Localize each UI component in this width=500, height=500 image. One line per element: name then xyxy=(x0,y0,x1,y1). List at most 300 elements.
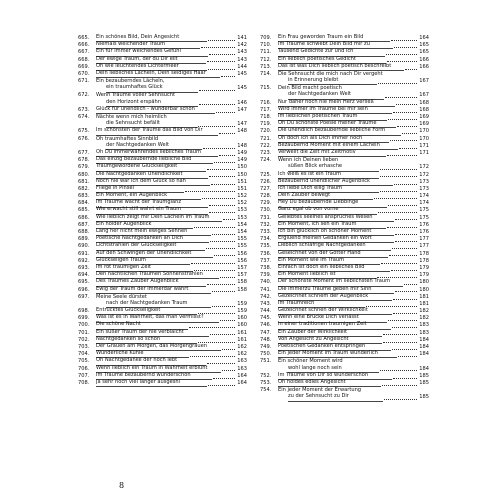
entry-number: 741. xyxy=(260,286,272,293)
entry-number: 669. xyxy=(78,63,90,70)
dot-leader xyxy=(378,83,417,84)
entry-page: 162 xyxy=(237,351,247,358)
entry-page: 148 xyxy=(237,128,248,135)
entry-page: 184 xyxy=(419,351,429,358)
dot-leader xyxy=(220,320,235,321)
entry-title: Ein schöner Moment wird xyxy=(278,358,343,365)
index-entry-line xyxy=(260,150,429,157)
dot-leader xyxy=(394,184,417,185)
entry-number: 689. xyxy=(78,236,90,243)
index-entry xyxy=(78,380,247,387)
entry-number: 686. xyxy=(78,214,90,221)
entry-title: Lieblich schläfrige Nachtgedanken xyxy=(278,242,391,250)
entry-title: Die schöne Nacht xyxy=(96,321,188,329)
entry-page: 169 xyxy=(419,121,429,128)
entry-title: Bezaubernd Moment mit einem Lächeln xyxy=(278,142,398,150)
index-entry-line xyxy=(260,78,429,85)
entry-title: Im rot traumigen Zeit xyxy=(96,264,193,272)
entry-title: Poetische Nachtgedanken an Dich xyxy=(96,235,209,243)
entry-number: 739. xyxy=(260,272,272,279)
entry-title: Wenn ich Deinen lieben xyxy=(278,157,339,164)
entry-title: Oh holdes edles Angesicht xyxy=(278,379,381,387)
entry-title: Glück für unendlich - wunderbar schön xyxy=(96,106,215,114)
entry-number: 685. xyxy=(78,207,90,214)
entry-number: 712. xyxy=(260,56,272,63)
entry-page: 152 xyxy=(237,200,248,207)
entry-page: 152 xyxy=(237,193,247,200)
dot-leader xyxy=(199,90,235,91)
dot-leader xyxy=(222,370,235,371)
entry-number: 749. xyxy=(260,344,272,351)
dot-leader xyxy=(392,248,417,249)
dot-leader xyxy=(219,133,235,134)
entry-number: 695. xyxy=(78,279,90,286)
entry-title: Tausend Gedichte zur und ich xyxy=(278,48,385,56)
entry-title: Wie lieblich zeigt mir Dein Lächeln im Traum xyxy=(96,214,222,222)
dot-leader xyxy=(393,299,417,300)
entry-page: 181 xyxy=(419,300,429,307)
entry-page: 154 xyxy=(237,229,248,236)
entry-title: Ein jeder Moment der Erwartung xyxy=(278,387,362,394)
dot-leader xyxy=(384,399,418,400)
entry-number: 676. xyxy=(78,135,90,142)
entry-page: 164 xyxy=(237,372,248,379)
entry-number: 682. xyxy=(78,185,90,192)
entry-page: 154 xyxy=(237,221,247,228)
entry-title: Niemals weichender Traum xyxy=(96,41,200,49)
entry-title: Von Angesicht zu Angesicht xyxy=(278,336,382,344)
entry-title: ein traumhaftes Glück xyxy=(106,84,198,92)
entry-title: Im Traume bezaubernd wunderschön xyxy=(96,372,212,380)
entry-page: 156 xyxy=(237,257,247,264)
entry-title: Oh Du schönste Poesie meiner Träume xyxy=(278,120,396,128)
entry-title: Geliebtes seelhes ansprüches Wesen xyxy=(278,214,394,222)
entry-title: Lang her nicht mein ewiges Sehnen xyxy=(96,228,211,236)
entry-title: Entrücktes Glückseligkeit xyxy=(96,307,197,315)
entry-number: 731. xyxy=(260,214,272,221)
entry-page: 159 xyxy=(237,308,248,315)
entry-page: 180 xyxy=(419,286,429,293)
index-entry xyxy=(260,358,429,372)
entry-page: 184 xyxy=(419,336,429,343)
dot-leader xyxy=(209,176,235,177)
entry-number: 737. xyxy=(260,257,272,264)
entry-title: Der schönste Moment im lieblichsten Traum xyxy=(278,278,403,286)
entry-title: Ewig der Traum der immerdar währt xyxy=(96,286,211,294)
entry-number: 693. xyxy=(78,264,90,271)
dot-leader xyxy=(221,76,235,77)
entry-page: 158 xyxy=(237,279,247,286)
index-entry-line xyxy=(78,287,247,294)
entry-page: 156 xyxy=(237,250,248,257)
entry-title: Gezeichnet schnem der Augenblick xyxy=(278,293,392,301)
entry-page: 174 xyxy=(419,200,430,207)
index-entry xyxy=(260,387,429,401)
entry-page: 179 xyxy=(419,272,430,279)
entry-number: 699. xyxy=(78,315,90,322)
entry-page: 185 xyxy=(419,379,430,386)
entry-page: 171 xyxy=(419,142,430,149)
entry-title: Meine Seele dürstet xyxy=(96,293,147,300)
entry-page: 163 xyxy=(237,365,248,372)
entry-page: 172 xyxy=(419,164,429,171)
entry-number: 730. xyxy=(260,207,272,214)
dot-leader xyxy=(393,112,417,113)
entry-number: 707. xyxy=(78,372,90,379)
entry-number: 729. xyxy=(260,200,272,207)
dot-leader xyxy=(393,313,417,314)
dot-leader xyxy=(207,61,235,62)
dot-leader xyxy=(219,155,236,156)
entry-title: Die immerzu Träume geben mir Sinn xyxy=(278,286,394,294)
entry-title: wohl lange noch sein xyxy=(288,365,379,373)
dot-leader xyxy=(394,47,417,48)
dot-leader xyxy=(391,270,417,271)
entry-page: 182 xyxy=(419,315,430,322)
entry-number: 697. xyxy=(78,293,90,300)
dot-leader xyxy=(209,54,236,55)
entry-number: 701. xyxy=(78,329,90,336)
entry-number: 740. xyxy=(260,279,272,286)
entry-title: süßen Blick erhasche xyxy=(288,163,379,171)
dot-leader xyxy=(395,234,417,235)
entry-number: 725. xyxy=(260,171,272,178)
entry-title: Wenn lieblich ein Traum in Wahrheit erblüht xyxy=(96,365,221,373)
entry-title: der Nachtgedanken Welt xyxy=(288,91,384,99)
entry-title: Glückseligen Traum xyxy=(96,257,190,265)
entry-number: 715. xyxy=(260,85,272,92)
dot-leader xyxy=(399,148,417,149)
entry-page: 178 xyxy=(419,250,429,257)
entry-title: Die unendlich bezaubernde liebliche Form xyxy=(278,127,401,135)
entry-page: 176 xyxy=(419,229,430,236)
entry-number: 733. xyxy=(260,229,272,236)
entry-page: 176 xyxy=(419,221,429,228)
entry-page: 147 xyxy=(237,121,248,128)
entry-number: 723. xyxy=(260,149,272,156)
index-entry xyxy=(260,85,429,99)
dot-leader xyxy=(207,284,235,285)
entry-page: 170 xyxy=(419,128,430,135)
entry-page: 174 xyxy=(419,193,429,200)
dot-leader xyxy=(209,205,236,206)
entry-title: Der Grauen am Morgen, das Morgengrauen xyxy=(96,343,221,351)
entry-title: der Nachtgedanken Welt xyxy=(106,142,202,150)
entry-number: 672. xyxy=(78,92,90,99)
entry-number: 677. xyxy=(78,149,90,156)
entry-number: 683. xyxy=(78,193,90,200)
entry-title: Ein Moment wie im Traum xyxy=(278,257,380,265)
entry-title: Die Nachtgedanken Unendlichkeit xyxy=(96,171,208,179)
dot-leader xyxy=(222,349,236,350)
entry-page: 184 xyxy=(419,365,429,372)
dot-leader xyxy=(392,327,417,328)
entry-number: 698. xyxy=(78,308,90,315)
entry-number: 679. xyxy=(78,164,90,171)
entry-number: 692. xyxy=(78,257,90,264)
entry-page: 153 xyxy=(237,214,248,221)
entry-title: Im lieblichen poetischen Traum xyxy=(278,113,387,121)
entry-number: 734. xyxy=(260,236,272,243)
dot-leader xyxy=(386,54,417,55)
index-entry-line xyxy=(78,128,247,135)
index-entry-line xyxy=(78,71,247,78)
entry-title: Den nächtlichen Träumen Sonnenstrahlen xyxy=(96,271,219,279)
entry-number: 700. xyxy=(78,322,90,329)
entry-page: 157 xyxy=(237,264,248,271)
entry-title: Wird immer im Traume bei mir sein xyxy=(278,106,392,114)
entry-title: Wenn eine Brücke Dich verlässt xyxy=(278,314,387,322)
dot-leader xyxy=(382,385,417,386)
entry-number: 746. xyxy=(260,322,272,329)
entry-title: Einfach ist doch ein liebliches Bild xyxy=(278,264,390,272)
entry-number: 667. xyxy=(78,49,90,56)
entry-title: Ein Frau geworden Traum ein Bild xyxy=(278,34,390,42)
entry-title: nach der Nachtgedanken Traum xyxy=(106,300,211,308)
entry-title: Was ist es in Wahrheit, das man vermisst? xyxy=(96,314,219,322)
entry-page: 173 xyxy=(419,185,430,192)
index-column-right xyxy=(260,35,429,402)
dot-leader xyxy=(396,104,417,105)
entry-number: 748. xyxy=(260,336,272,343)
dot-leader xyxy=(395,291,417,292)
entry-title: Ich bin glücklich oh schöner Moment xyxy=(278,228,394,236)
entry-title: Nachtgedanken so schön xyxy=(96,336,197,344)
entry-page: 177 xyxy=(419,243,430,250)
entry-page: 155 xyxy=(237,243,247,250)
entry-number: 709. xyxy=(260,34,272,41)
entry-number: 706. xyxy=(78,365,90,372)
entry-number: 720. xyxy=(260,128,272,135)
entry-page: 164 xyxy=(237,379,247,386)
entry-title: Wenn Träume voller Sehnsucht xyxy=(96,92,176,99)
entry-title: Oh traumhaftes Sinnbild xyxy=(96,135,159,142)
entry-number: 670. xyxy=(78,70,90,77)
entry-page: 177 xyxy=(419,236,429,243)
entry-title: Das einzig bezaubernde liebliche Bild xyxy=(96,156,213,164)
entry-page: 141 xyxy=(237,34,248,41)
entry-title: Ein schönes Bild, Dein Angesicht xyxy=(96,34,207,42)
entry-number: 688. xyxy=(78,229,90,236)
entry-title: Nächte wenn mich heimlich xyxy=(96,114,167,121)
entry-title: Im schönsten der Träume das Bild von Dir xyxy=(96,127,218,135)
index-entry xyxy=(78,93,247,107)
entry-title: Verweilt die Zeit mit Zeitmotiv xyxy=(278,149,386,157)
dot-leader xyxy=(380,169,417,170)
dot-leader xyxy=(210,334,235,335)
entry-title: Wie erwacht still wahrt ein Traum xyxy=(96,206,208,214)
index-column-left xyxy=(78,35,247,387)
entry-page: 149 xyxy=(237,157,247,164)
index-entry xyxy=(78,78,247,92)
entry-title: Ein Moment, ein Augenblick xyxy=(96,192,201,200)
entry-page: 171 xyxy=(419,149,430,156)
entry-page: 175 xyxy=(419,207,430,214)
entry-page: 144 xyxy=(237,63,248,70)
entry-number: 726. xyxy=(260,178,272,185)
entry-page: 146 xyxy=(237,99,248,106)
entry-title: Die Sehnsucht die mich nach Dir vergeht xyxy=(278,70,383,77)
entry-title: Dein Zauber bewegt xyxy=(278,192,373,200)
entry-number: 694. xyxy=(78,272,90,279)
entry-title: Hey Du bezaubernde Liebbinge xyxy=(278,199,387,207)
entry-title: Erglüend meinen Gedanken ein Wort xyxy=(278,235,394,243)
entry-title: Im Traume schwebt Dein Bild mir zu xyxy=(278,41,393,49)
entry-title: Poetischen Gedanken entspringen xyxy=(278,343,391,351)
entry-title: Ja sehr noch viel länger ausgeshi xyxy=(96,379,207,387)
dot-leader xyxy=(404,284,417,285)
entry-title: Ein Zauber der Wirklichkeit xyxy=(278,329,382,337)
entry-page: 163 xyxy=(237,358,247,365)
entry-number: 713. xyxy=(260,63,272,70)
entry-page: 164 xyxy=(419,34,429,41)
entry-page: 182 xyxy=(419,308,430,315)
entry-number: 687. xyxy=(78,221,90,228)
entry-page: 178 xyxy=(419,257,429,264)
entry-number: 735. xyxy=(260,243,272,250)
entry-number: 673. xyxy=(78,106,90,113)
index-entry-line xyxy=(260,64,429,71)
dot-leader xyxy=(214,162,235,163)
entry-number: 678. xyxy=(78,157,90,164)
entry-page: 167 xyxy=(419,78,429,85)
entry-page: 143 xyxy=(237,49,248,56)
entry-page: 173 xyxy=(419,178,430,185)
entry-title: Geseichnet von der Götter Hand xyxy=(278,250,388,258)
entry-title: Ein bezauberndes Lächeln, xyxy=(96,78,165,85)
entry-page: 185 xyxy=(419,372,429,379)
entry-page: 180 xyxy=(419,279,429,286)
entry-number: 747. xyxy=(260,329,272,336)
entry-page: 147 xyxy=(237,106,248,113)
dot-leader xyxy=(405,69,418,70)
entry-title: die Sehnsucht befällt xyxy=(106,120,197,128)
dot-leader xyxy=(388,205,417,206)
entry-number: 736. xyxy=(260,250,272,257)
entry-title: Nur daher noch nie mein Herz verließ xyxy=(278,99,395,107)
entry-page: 179 xyxy=(419,264,430,271)
entry-page: 166 xyxy=(419,56,430,63)
dot-leader xyxy=(207,169,236,170)
entry-number: 703. xyxy=(78,344,90,351)
entry-title: Wunderliche Kühle xyxy=(96,350,189,358)
entry-title: Ein Moment lieblich ist xyxy=(278,271,376,279)
entry-number: 680. xyxy=(78,171,90,178)
entry-page: 181 xyxy=(419,293,429,300)
entry-title: Traumgewordene Glückseligkeit xyxy=(96,163,206,171)
entry-title: Im Traumreich xyxy=(278,300,365,308)
entry-page: 183 xyxy=(419,329,429,336)
index-entry-line xyxy=(78,85,247,92)
entry-number: 724. xyxy=(260,157,272,164)
dot-leader xyxy=(212,306,235,307)
entry-number: 705. xyxy=(78,358,90,365)
entry-title: in Erinnerung bleibt xyxy=(288,77,377,85)
entry-title: Ein Moment, ich seh ein Traum xyxy=(278,221,386,229)
dot-leader xyxy=(213,378,235,379)
dot-leader xyxy=(393,378,417,379)
entry-title: Oh Nachtgedanke der noch lebt xyxy=(96,357,206,365)
index-entry xyxy=(260,157,429,171)
entry-page: 165 xyxy=(419,42,430,49)
entry-title: In einer traditionen traumigen Zeit xyxy=(278,321,391,329)
entry-page: 160 xyxy=(237,315,247,322)
entry-page: 143 xyxy=(237,56,248,63)
index-entry xyxy=(260,64,429,71)
dot-leader xyxy=(223,219,235,220)
index-entry xyxy=(78,107,247,114)
dot-leader xyxy=(383,334,418,335)
dot-leader xyxy=(395,241,417,242)
index-entry xyxy=(260,71,429,85)
entry-page: 165 xyxy=(419,49,430,56)
index-entry xyxy=(78,114,247,128)
entry-number: 690. xyxy=(78,243,90,250)
entry-title: Ein holder Augenblick xyxy=(96,221,193,229)
entry-page: 185 xyxy=(419,394,430,401)
entry-number: 708. xyxy=(78,379,90,386)
index-entry-line xyxy=(260,380,429,387)
entry-page: 161 xyxy=(237,329,248,336)
dot-leader xyxy=(211,184,235,185)
entry-number: 674. xyxy=(78,114,90,121)
entry-title: Ich weiß es ist ein Traum xyxy=(278,171,379,179)
entry-title: Ich liebe Dich eilig Traum xyxy=(278,185,379,193)
entry-page: 172 xyxy=(419,171,429,178)
index-entry-line xyxy=(78,107,247,114)
entry-page: 159 xyxy=(237,300,247,307)
dot-leader xyxy=(220,277,236,278)
entry-page: 150 xyxy=(237,164,248,171)
entry-page: 183 xyxy=(419,322,430,329)
entry-page: 168 xyxy=(419,99,429,106)
dot-leader xyxy=(210,241,236,242)
index-entry xyxy=(260,150,429,157)
entry-number: 751. xyxy=(260,358,272,365)
dot-leader xyxy=(398,356,417,357)
entry-number: 671. xyxy=(78,78,90,85)
entry-title: Dein Bild macht poetisch xyxy=(278,85,342,92)
entry-page: 166 xyxy=(419,63,429,70)
dot-leader xyxy=(212,234,235,235)
entry-number: 666. xyxy=(78,42,90,49)
dot-leader xyxy=(391,40,417,41)
entry-number: 665. xyxy=(78,34,90,41)
entry-page: 155 xyxy=(237,236,247,243)
dot-leader xyxy=(395,219,417,220)
entry-title: Lichtstrahlen der Glückseligkeit xyxy=(96,242,205,250)
entry-number: 732. xyxy=(260,221,272,228)
dot-leader xyxy=(388,320,417,321)
entry-page: 169 xyxy=(419,114,429,121)
index-entry xyxy=(78,71,247,78)
entry-page: 170 xyxy=(419,135,430,142)
entry-page: 168 xyxy=(419,106,429,113)
entry-page: 153 xyxy=(237,207,247,214)
entry-page: 184 xyxy=(419,344,430,351)
entry-page: 150 xyxy=(237,171,247,178)
index-entry-line xyxy=(78,380,247,387)
entry-title: Ganz egal ob von vorne xyxy=(278,206,377,214)
entry-number: 714. xyxy=(260,70,272,77)
entry-title: Ein jeder Moment im Traum wunderlich xyxy=(278,350,397,358)
entry-number: 681. xyxy=(78,178,90,185)
entry-number: 719. xyxy=(260,121,272,128)
entry-title: Des Traumes Zauber Augenblick xyxy=(96,278,206,286)
entry-number: 704. xyxy=(78,351,90,358)
entry-title: Auf den Schwingen der Unendlichkeit xyxy=(96,250,213,258)
entry-number: 684. xyxy=(78,200,90,207)
